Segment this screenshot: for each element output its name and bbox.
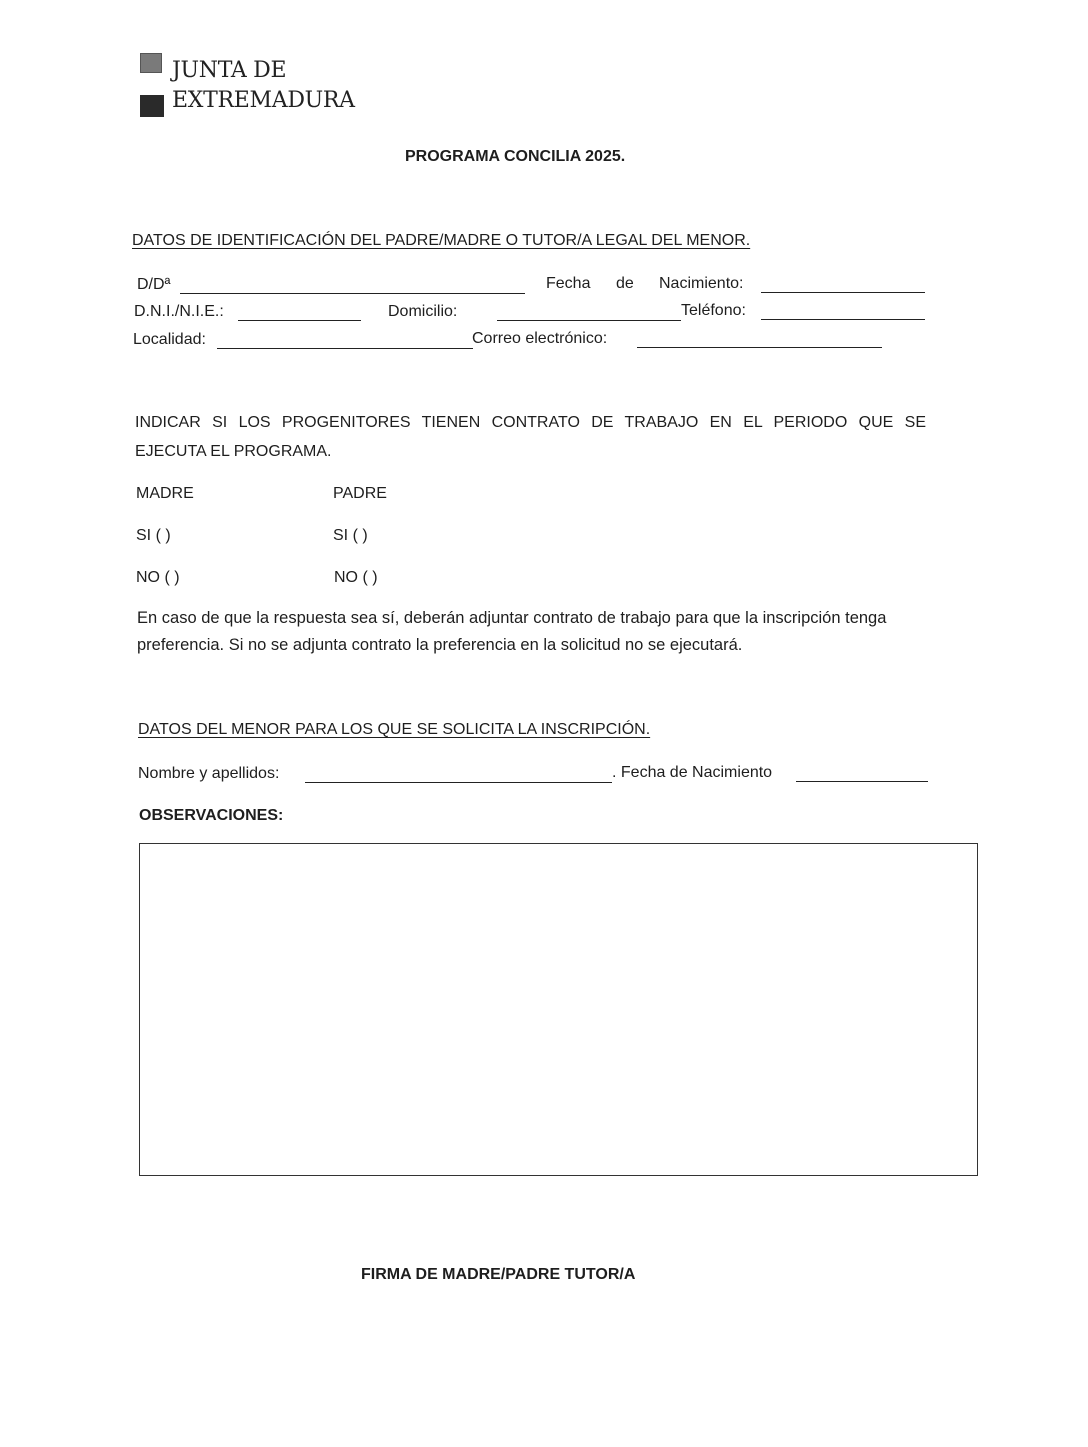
phone-label: Teléfono:: [681, 302, 746, 319]
address-label: Domicilio:: [388, 303, 458, 320]
email-field[interactable]: [637, 347, 882, 348]
parent-birth-date-field[interactable]: [761, 292, 925, 293]
parent-name-field[interactable]: [180, 293, 525, 294]
parent-birth-label-nacimiento: Nacimiento:: [659, 275, 744, 292]
employment-note: En caso de que la respuesta sea sí, deberán adjuntar contrato de trabajo para que la inscripción tenga preferencia. Si no se adjunta contrato la preferencia en la solicitud no se ejecutará.: [137, 609, 887, 654]
mother-yes-option[interactable]: SI ( ): [136, 527, 171, 544]
father-column-label: PADRE: [333, 485, 387, 502]
employment-question-text: INDICAR SI LOS PROGENITORES TIENEN CONTRATO DE TRABAJO EN EL PERIODO QUE SE: [135, 414, 926, 431]
phone-field[interactable]: [761, 319, 925, 320]
parent-birth-label-de: de: [616, 275, 634, 292]
signature-label: FIRMA DE MADRE/PADRE TUTOR/A: [361, 1266, 636, 1283]
mother-no-option[interactable]: NO ( ): [136, 569, 180, 586]
logo-square-top-icon: [140, 53, 162, 73]
child-name-field[interactable]: [305, 782, 612, 783]
child-birth-label: . Fecha de Nacimiento: [612, 764, 773, 781]
email-label: Correo electrónico:: [472, 330, 608, 347]
locality-field[interactable]: [217, 348, 473, 349]
page-title: PROGRAMA CONCILIA 2025.: [405, 148, 626, 165]
child-section-heading: DATOS DEL MENOR PARA LOS QUE SE SOLICITA LA INSCRIPCIÓN.: [138, 721, 651, 738]
logo-line-1: JUNTA DE: [172, 58, 287, 83]
child-birth-date-field[interactable]: [796, 781, 928, 782]
logo-line-2: EXTREMADURA: [172, 88, 355, 113]
parent-birth-label-fecha: Fecha: [546, 275, 591, 292]
address-field[interactable]: [497, 320, 681, 321]
parent-name-label: D/Dª: [137, 276, 171, 293]
employment-question-line-1: [135, 414, 926, 432]
dni-label: D.N.I./N.I.E.:: [134, 303, 224, 320]
employment-question-line-2: EJECUTA EL PROGRAMA.: [135, 443, 332, 460]
father-yes-option[interactable]: SI ( ): [333, 527, 368, 544]
father-no-option[interactable]: NO ( ): [334, 569, 378, 586]
observations-label: OBSERVACIONES:: [139, 807, 284, 824]
mother-column-label: MADRE: [136, 485, 194, 502]
locality-label: Localidad:: [133, 331, 206, 348]
observations-box[interactable]: [139, 843, 978, 1176]
parent-section-heading: DATOS DE IDENTIFICACIÓN DEL PADRE/MADRE O TUTOR/A LEGAL DEL MENOR.: [132, 232, 751, 249]
logo-square-bottom-icon: [140, 95, 164, 117]
dni-field[interactable]: [238, 320, 361, 321]
child-name-label: Nombre y apellidos:: [138, 765, 280, 782]
